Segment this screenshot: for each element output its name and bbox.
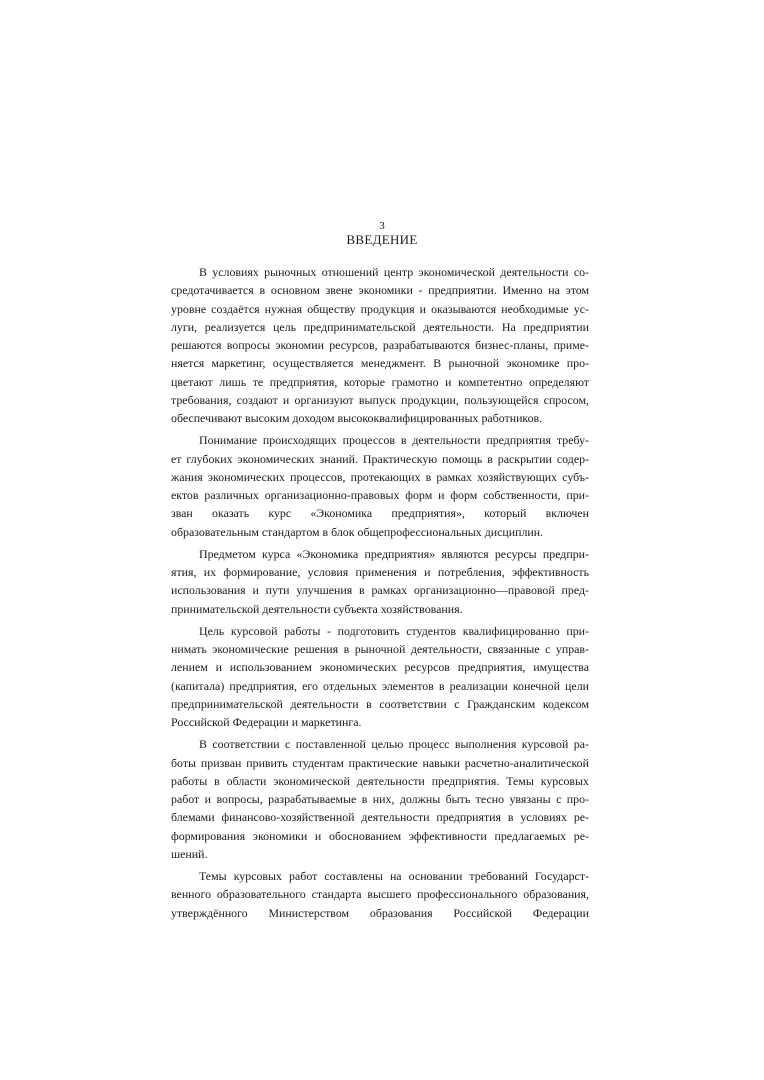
text-line: работы в области экономической деятельности предприятия. Темы курсовых [171,773,589,788]
paragraph [171,735,589,863]
text-line: использования и пути улучшения в рамках организационно—правовой пред- [171,583,589,598]
text-line: боты призван привить студентам практические навыки расчетно-аналитической [171,755,589,770]
page-number: 3 [379,220,385,232]
text-line: решаются вопросы экономии ресурсов, разрабатываются бизнес-планы, приме- [171,338,589,352]
text-line: Понимание происходящих процессов в деятельности предприятия требу- [199,433,589,448]
text-line: Предметом курса «Экономика предприятия» являются ресурсы предпри- [199,546,589,561]
text-line: лением и использованием экономических ресурсов предприятия, имущества [171,660,589,675]
text-line: формирования экономики и обоснованием эффективности предлагаемых ре- [171,828,589,843]
text-line: уровне создаётся нужная обществу продукция и оказываются необходимые ус- [171,301,589,316]
text-line: шений. [171,846,208,861]
text-line: Российской Федерации и маркетинга. [171,715,362,729]
paragraph [171,867,589,922]
text-line: Цель курсовой работы - подготовить студентов квалифицированно при- [199,623,589,638]
paragraph [171,622,589,732]
text-line: требования, создают и организуют выпуск продукции, пользующейся спросом, [171,392,589,407]
text-line: ектов различных организационно-правовых форм и форм собственности, при- [171,488,589,502]
text-line: (капитала) предприятия, его отдельных элементов в реализации конечной цели [171,678,589,693]
text-line: ятия, их формирование, условия применения и потребления, эффективность [171,565,589,579]
text-line: зван оказать курс «Экономика предприятия», который включен [171,506,589,521]
text-line: утверждённого Министерством образования Российской Федерации [171,905,589,920]
text-line: ет глубоких экономических знаний. Практическую помощь в раскрытии содер- [171,451,589,466]
document-body [171,263,589,926]
text-line: работ и вопросы, разрабатываемые в них, должны быть тесно увязаны с про- [171,792,589,806]
text-line: жания экономических процессов, протекающих в рамках хозяйствующих субъ- [171,469,589,484]
text-line: образовательным стандартом в блок общепрофессиональных дисциплин. [171,524,544,539]
text-line: предпринимательской деятельности в соответствии с Гражданским кодексом [171,696,589,711]
text-line: венного образовательного стандарта высшего профессионального образования, [171,887,589,902]
text-line: В условиях рыночных отношений центр экономической деятельности со- [199,265,589,279]
page-title: ВВЕДЕНИЕ [346,232,418,247]
text-line: принимательской деятельности субъекта хозяйствования. [171,601,463,616]
paragraph [171,545,589,618]
text-line: цветают лишь те предприятия, которые грамотно и компетентно определяют [171,374,589,389]
text-line: нимать экономические решения в рыночной деятельности, связанные с управ- [171,642,589,656]
text-line: средотачивается в основном звене экономики - предприятии. Именно на этом [171,283,589,298]
text-line: В соответствии с поставленной целью процесс выполнения курсовой ра- [199,737,589,752]
text-line: Темы курсовых работ составлены на основании требований Государст- [199,869,589,883]
text-line: обеспечивают высоким доходом высококвалифицированных работников. [171,411,543,425]
text-line: луги, реализуется цель предпринимательской деятельности. На предприятии [171,319,589,334]
paragraph [171,263,589,427]
text-line: блемами финансово-хозяйственной деятельности предприятия в условиях ре- [171,810,589,825]
text-line: няется маркетинг, осуществляется менеджмент. В рыночной экономике про- [171,356,589,371]
paragraph [171,431,589,541]
